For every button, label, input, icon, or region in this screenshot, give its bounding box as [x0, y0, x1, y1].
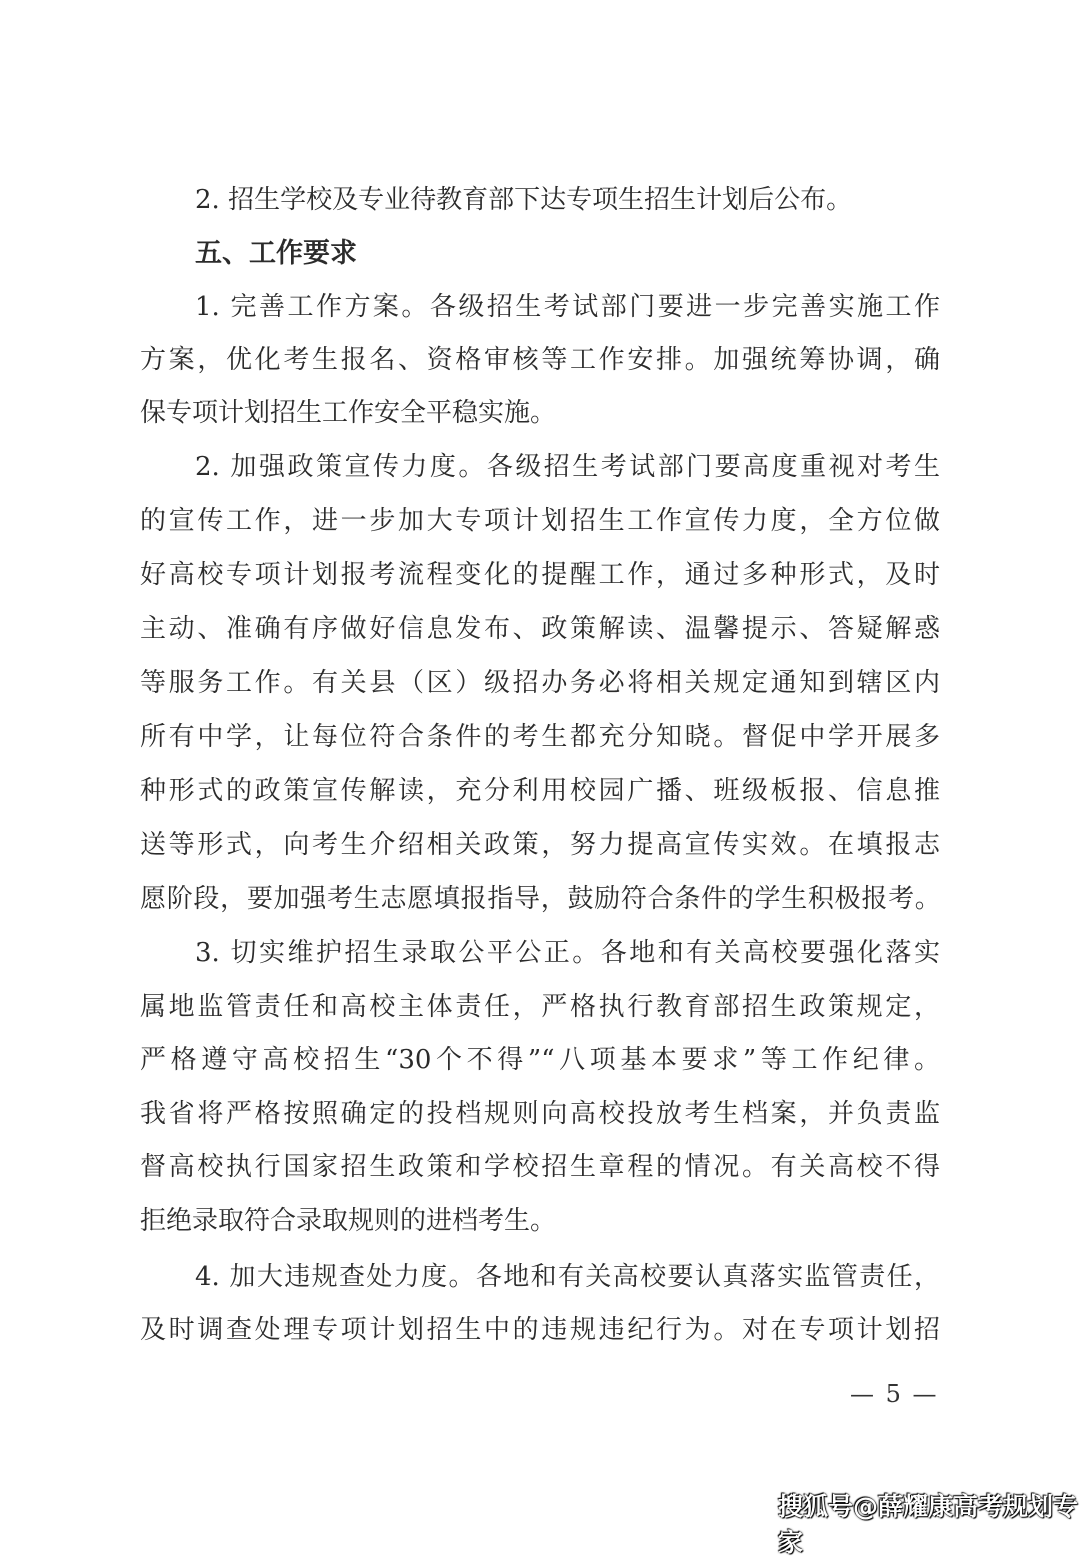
paragraph-line: 及时调查处理专项计划招生中的违规违纪行为。对在专项计划招 — [140, 1315, 940, 1345]
paragraph-line: 种形式的政策宣传解读，充分利用校园广播、班级板报、信息推 — [140, 776, 940, 806]
paragraph-line: 送等形式，向考生介绍相关政策，努力提高宣传实效。在填报志 — [140, 830, 940, 860]
paragraph-line: 2. 招生学校及专业待教育部下达专项生招生计划后公布。 — [195, 185, 853, 215]
paragraph-line: 我省将严格按照确定的投档规则向高校投放考生档案，并负责监 — [140, 1099, 940, 1129]
paragraph-line: 拒绝录取符合录取规则的进档考生。 — [140, 1206, 557, 1236]
section-heading: 五、工作要求 — [195, 238, 357, 269]
paragraph-line: 愿阶段，要加强考生志愿填报指导，鼓励符合条件的学生积极报考。 — [140, 884, 940, 914]
paragraph-line: 的宣传工作，进一步加大专项计划招生工作宣传力度，全方位做 — [140, 506, 940, 536]
paragraph-line: 严格遵守高校招生“30个不得”“八项基本要求”等工作纪律。 — [140, 1045, 940, 1075]
page-number: — 5 — — [850, 1380, 939, 1408]
paragraph-line: 属地监管责任和高校主体责任，严格执行教育部招生政策规定， — [140, 992, 940, 1022]
paragraph-line: 保专项计划招生工作安全平稳实施。 — [140, 398, 557, 428]
paragraph-line: 等服务工作。有关县（区）级招办务必将相关规定通知到辖区内 — [140, 668, 940, 698]
paragraph-line: 1. 完善工作方案。各级招生考试部门要进一步完善实施工作 — [195, 292, 940, 322]
paragraph-line: 2. 加强政策宣传力度。各级招生考试部门要高度重视对考生 — [195, 452, 940, 482]
paragraph-line: 主动、准确有序做好信息发布、政策解读、温馨提示、答疑解惑 — [140, 614, 940, 644]
paragraph-line: 督高校执行国家招生政策和学校招生章程的情况。有关高校不得 — [140, 1152, 940, 1182]
watermark: 搜狐号@薛耀康高考规划专家 — [778, 1492, 1079, 1557]
paragraph-line: 所有中学，让每位符合条件的考生都充分知晓。督促中学开展多 — [140, 722, 940, 752]
paragraph-line: 4. 加大违规查处力度。各地和有关高校要认真落实监管责任， — [195, 1262, 940, 1292]
paragraph-line: 3. 切实维护招生录取公平公正。各地和有关高校要强化落实 — [195, 938, 940, 968]
paragraph-line: 方案，优化考生报名、资格审核等工作安排。加强统筹协调，确 — [140, 345, 940, 375]
paragraph-line: 好高校专项计划报考流程变化的提醒工作，通过多种形式，及时 — [140, 560, 940, 590]
